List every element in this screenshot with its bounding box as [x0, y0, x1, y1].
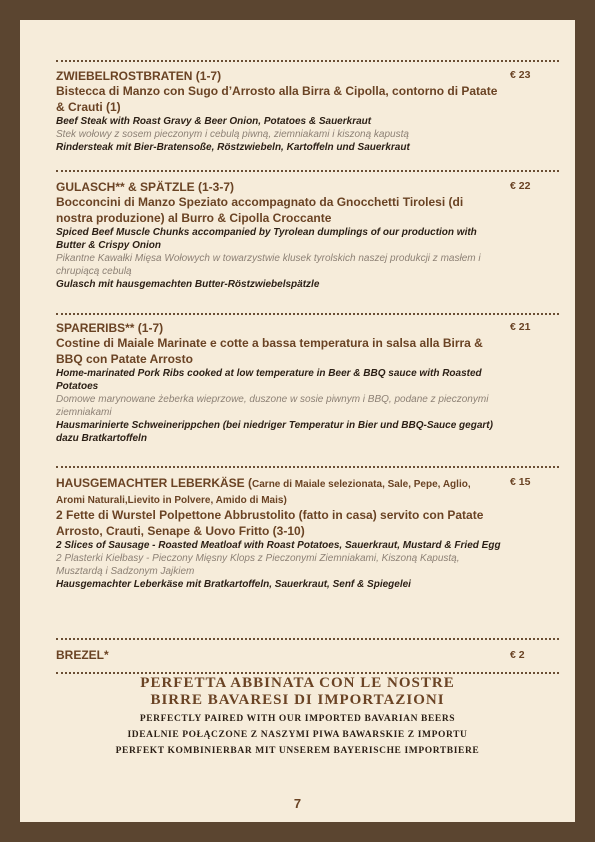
- item-desc-en: Home-marinated Pork Ribs cooked at low temperature in Beer & BBQ sauce with Roasted Potatoes: [56, 368, 482, 392]
- item-desc-de: Rindersteak mit Bier-Bratensoße, Röstzwiebeln, Kartoffeln und Sauerkraut: [56, 142, 410, 153]
- item-desc-it: 2 Fette di Wurstel Polpettone Abbrustolito (fatto in casa) servito con Patate Arrosto, Crauti, Senape & Uovo Fritto (3-10): [56, 508, 484, 538]
- item-desc-it: Costine di Maiale Marinate e cotte a bassa temperatura in salsa alla Birra & BBQ con Patate Arrosto: [56, 336, 483, 366]
- item-desc-en: Beef Steak with Roast Gravy & Beer Onion, Potatoes & Sauerkraut: [56, 116, 372, 127]
- item-price: € 21: [510, 321, 531, 333]
- item-desc-pl: Pikantne Kawałki Mięsa Wołowych w towarzystwie klusek tyrolskich naszej produkcji z masłem i chrupiącą cebulą: [56, 253, 481, 277]
- item-title: GULASCH** & SPÄTZLE (1-3-7): [56, 180, 235, 194]
- item-price: € 23: [510, 69, 531, 81]
- item-title: ZWIEBELROSTBRATEN (1-7): [56, 69, 222, 83]
- item-desc-pl: Stek wołowy z sosem pieczonym i cebulą piwną, ziemniakami i kiszoną kapustą: [56, 129, 409, 140]
- dotted-divider: [56, 170, 559, 172]
- beer-pairing-note: [20, 675, 575, 759]
- item-desc-de: Gulasch mit hausgemachten Butter-Röstzwiebelspätzle: [56, 279, 320, 290]
- menu-item-gulasch: [56, 180, 501, 291]
- footer-line-1: PERFETTA ABBINATA CON LE NOSTRE: [140, 675, 455, 691]
- footer-pl: IDEALNIE POŁĄCZONE Z NASZYMI PIWA BAWARSKIE Z IMPORTU: [127, 730, 468, 740]
- item-desc-en: 2 Slices of Sausage - Roasted Meatloaf with Roast Potatoes, Sauerkraut, Mustard & Fried Egg: [56, 540, 501, 551]
- dotted-divider: [56, 672, 559, 674]
- dotted-divider: [56, 466, 559, 468]
- menu-item-zwiebelrostbraten: [56, 69, 501, 154]
- item-title-main: HAUSGEMACHTER LEBERKÄSE (: [56, 476, 253, 490]
- item-title: SPARERIBS** (1-7): [56, 321, 164, 335]
- item-price: € 22: [510, 180, 531, 192]
- menu-page: [20, 20, 575, 822]
- item-price: € 2: [510, 649, 525, 661]
- menu-item-leberkaese: [56, 476, 501, 591]
- menu-item-brezel: [56, 648, 501, 663]
- item-title: [56, 476, 501, 508]
- item-desc-de: Hausmarinierte Schweinerippchen (bei niedriger Temperatur in Bier und BBQ-Sauce gegart) dazu Bratkartoffeln: [56, 420, 493, 444]
- menu-item-spareribs: [56, 321, 501, 445]
- item-desc-en: Spiced Beef Muscle Chunks accompanied by Tyrolean dumplings of our production with Butter & Crispy Onion: [56, 227, 477, 251]
- item-desc-pl: Domowe marynowane żeberka wieprzowe, duszone w sosie piwnym i BBQ, podane z pieczonymi ziemniakami: [56, 394, 489, 418]
- dotted-divider: [56, 313, 559, 315]
- footer-line-2: BIRRE BAVARESI DI IMPORTAZIONI: [150, 692, 445, 708]
- item-desc-it: Bistecca di Manzo con Sugo d’Arrosto alla Birra & Cipolla, contorno di Patate & Crauti (1): [56, 84, 498, 114]
- item-desc-it: Bocconcini di Manzo Speziato accompagnato da Gnocchetti Tirolesi (di nostra produzione) al Burro & Cipolla Croccante: [56, 195, 464, 225]
- footer-en: PERFECTLY PAIRED WITH OUR IMPORTED BAVARIAN BEERS: [139, 714, 456, 724]
- item-price: € 15: [510, 476, 531, 488]
- footer-de: PERFEKT KOMBINIERBAR MIT UNSEREM BAYERISCHE IMPORTBIERE: [115, 746, 480, 756]
- dotted-divider: [56, 638, 559, 640]
- item-desc-de: Hausgemachter Leberkäse mit Bratkartoffeln, Sauerkraut, Senf & Spiegelei: [56, 579, 411, 590]
- item-title: BREZEL*: [56, 648, 109, 662]
- dotted-divider: [56, 60, 559, 62]
- item-desc-pl: 2 Plasterki Kiełbasy - Pieczony Mięsny Klops z Pieczonymi Ziemniakami, Kiszoną Kapustą, Musztardą i Sadzonym Jajkiem: [56, 553, 460, 577]
- item-title-ingredients: Carne di Maiale selezionata, Sale, Pepe, Aglio, Aromi Naturali,Lievito in Polvere, Amido di Mais): [56, 479, 471, 506]
- page-number: 7: [293, 796, 302, 811]
